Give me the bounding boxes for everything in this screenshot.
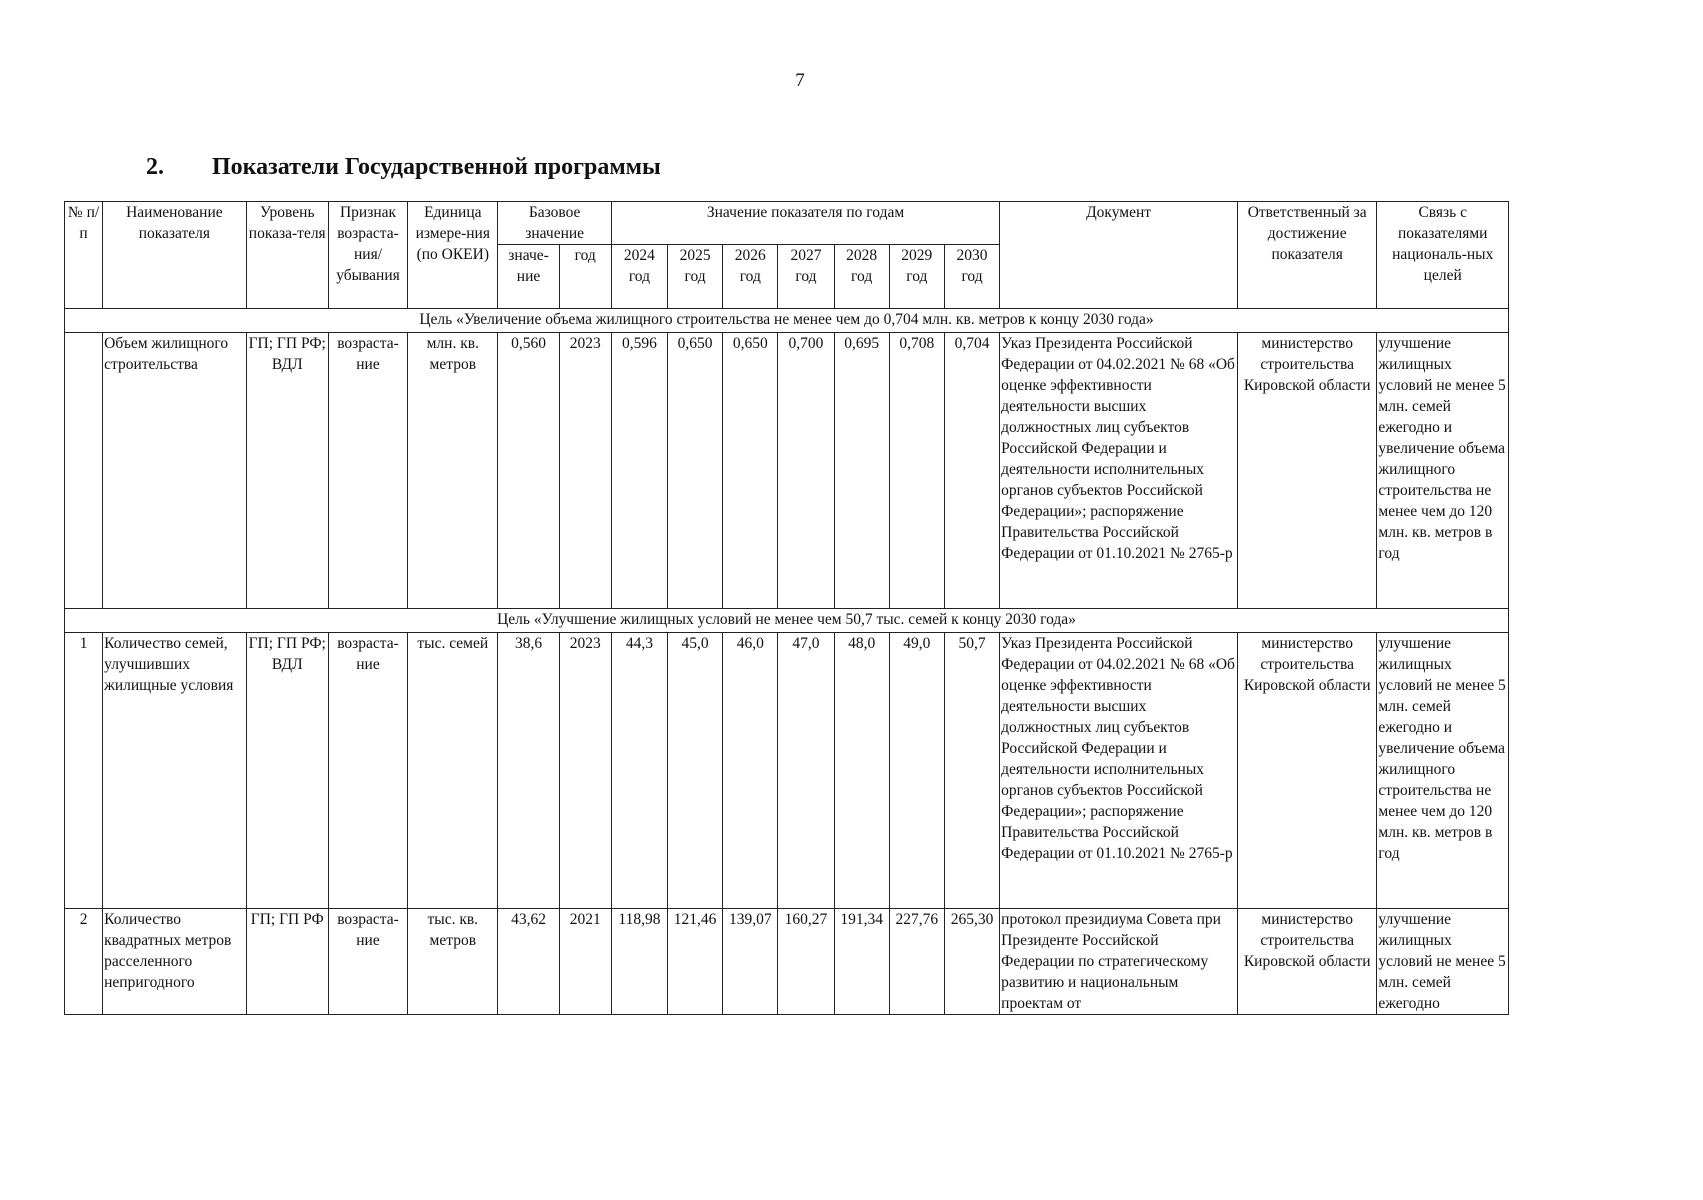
- row-value: 44,3: [611, 633, 667, 909]
- header-year: 2030 год: [944, 245, 999, 309]
- header-name: Наименование показателя: [103, 202, 246, 309]
- header-unit: Единица измере-ния (по ОКЕИ): [408, 202, 498, 309]
- row-value: 118,98: [611, 909, 667, 1015]
- row-link: улучшение жилищных условий не менее 5 млн. семей ежегодно и увеличение объема жилищного строительства не менее чем до 120 млн. кв. метров в год: [1377, 633, 1509, 909]
- goal-text: Цель «Улучшение жилищных условий не менее чем 50,7 тыс. семей к концу 2030 года»: [65, 609, 1509, 633]
- row-responsible: министерство строительства Кировской области: [1237, 633, 1376, 909]
- row-name: Количество семей, улучшивших жилищные условия: [103, 633, 246, 909]
- header-trend: Признак возраста-ния/ убывания: [328, 202, 407, 309]
- goal-row: [65, 309, 1509, 333]
- row-unit: тыс. семей: [408, 633, 498, 909]
- row-unit: млн. кв. метров: [408, 333, 498, 609]
- row-base-value: 38,6: [498, 633, 559, 909]
- header-level: Уровень показа-теля: [246, 202, 328, 309]
- header-year: 2028 год: [834, 245, 889, 309]
- row-value: 0,650: [668, 333, 723, 609]
- row-base-year: 2021: [559, 909, 611, 1015]
- header-year: 2025 год: [668, 245, 723, 309]
- row-trend: возраста-ние: [328, 909, 407, 1015]
- row-document: Указ Президента Российской Федерации от 04.02.2021 № 68 «Об оценке эффективности деятельности высших должностных лиц субъектов Российской Федерации и деятельности исполнительных органов субъектов Российской Федерации»; распоряжение Правительства Российской Федерации от 01.10.2021 № 2765-р: [1000, 333, 1238, 609]
- row-value: 191,34: [834, 909, 889, 1015]
- row-value: 47,0: [778, 633, 834, 909]
- row-responsible: министерство строительства Кировской области: [1237, 909, 1376, 1015]
- goal-text: Цель «Увеличение объема жилищного строительства не менее чем до 0,704 млн. кв. метров к концу 2030 года»: [65, 309, 1509, 333]
- header-year: 2026 год: [723, 245, 778, 309]
- section-title: [146, 154, 661, 181]
- row-level: ГП; ГП РФ: [246, 909, 328, 1015]
- row-value: 0,700: [778, 333, 834, 609]
- row-name: Объем жилищного строительства: [103, 333, 246, 609]
- table-row: [65, 909, 1509, 1015]
- row-responsible: министерство строительства Кировской области: [1237, 333, 1376, 609]
- section-title-text: Показатели Государственной программы: [212, 154, 661, 180]
- row-value: 227,76: [889, 909, 944, 1015]
- row-level: ГП; ГП РФ; ВДЛ: [246, 633, 328, 909]
- goal-row: [65, 609, 1509, 633]
- row-value: 46,0: [723, 633, 778, 909]
- header-base-value: значе-ние: [498, 245, 559, 309]
- row-trend: возраста-ние: [328, 633, 407, 909]
- header-row-1: [65, 202, 1509, 245]
- row-value: 160,27: [778, 909, 834, 1015]
- row-value: 0,708: [889, 333, 944, 609]
- row-value: 265,30: [944, 909, 999, 1015]
- header-num: № п/п: [65, 202, 103, 309]
- section-number: 2.: [146, 154, 164, 180]
- row-link: улучшение жилищных условий не менее 5 млн. семей ежегодно и увеличение объема жилищного строительства не менее чем до 120 млн. кв. метров в год: [1377, 333, 1509, 609]
- header-responsible: Ответственный за достижение показателя: [1237, 202, 1376, 309]
- row-base-year: 2023: [559, 633, 611, 909]
- row-base-value: 43,62: [498, 909, 559, 1015]
- row-unit: тыс. кв. метров: [408, 909, 498, 1015]
- row-name: Количество квадратных метров расселенного непригодного: [103, 909, 246, 1015]
- header-link: Связь с показателями националь-ных целей: [1377, 202, 1509, 309]
- header-base-year: год: [559, 245, 611, 309]
- row-document: протокол президиума Совета при Президенте Российской Федерации по стратегическому развитию и национальным проектам от: [1000, 909, 1238, 1015]
- row-value: 45,0: [668, 633, 723, 909]
- header-base: Базовое значение: [498, 202, 611, 245]
- header-document: Документ: [1000, 202, 1238, 309]
- header-year: 2024 год: [611, 245, 667, 309]
- header-by-years: Значение показателя по годам: [611, 202, 999, 245]
- row-value: 50,7: [944, 633, 999, 909]
- indicators-table: [64, 201, 1509, 1015]
- row-link: улучшение жилищных условий не менее 5 млн. семей ежегодно: [1377, 909, 1509, 1015]
- table-row: [65, 333, 1509, 609]
- row-num: 1: [65, 633, 103, 909]
- row-base-value: 0,560: [498, 333, 559, 609]
- row-trend: возраста-ние: [328, 333, 407, 609]
- row-value: 0,596: [611, 333, 667, 609]
- header-year: 2027 год: [778, 245, 834, 309]
- row-value: 121,46: [668, 909, 723, 1015]
- row-base-year: 2023: [559, 333, 611, 609]
- page-number: 7: [795, 70, 805, 91]
- table-row: [65, 633, 1509, 909]
- row-value: 48,0: [834, 633, 889, 909]
- row-level: ГП; ГП РФ; ВДЛ: [246, 333, 328, 609]
- row-value: 0,704: [944, 333, 999, 609]
- row-num: [65, 333, 103, 609]
- row-value: 0,695: [834, 333, 889, 609]
- header-year: 2029 год: [889, 245, 944, 309]
- row-value: 139,07: [723, 909, 778, 1015]
- row-value: 49,0: [889, 633, 944, 909]
- row-value: 0,650: [723, 333, 778, 609]
- row-document: Указ Президента Российской Федерации от 04.02.2021 № 68 «Об оценке эффективности деятельности высших должностных лиц субъектов Российской Федерации и деятельности исполнительных органов субъектов Российской Федерации»; распоряжение Правительства Российской Федерации от 01.10.2021 № 2765-р: [1000, 633, 1238, 909]
- row-num: 2: [65, 909, 103, 1015]
